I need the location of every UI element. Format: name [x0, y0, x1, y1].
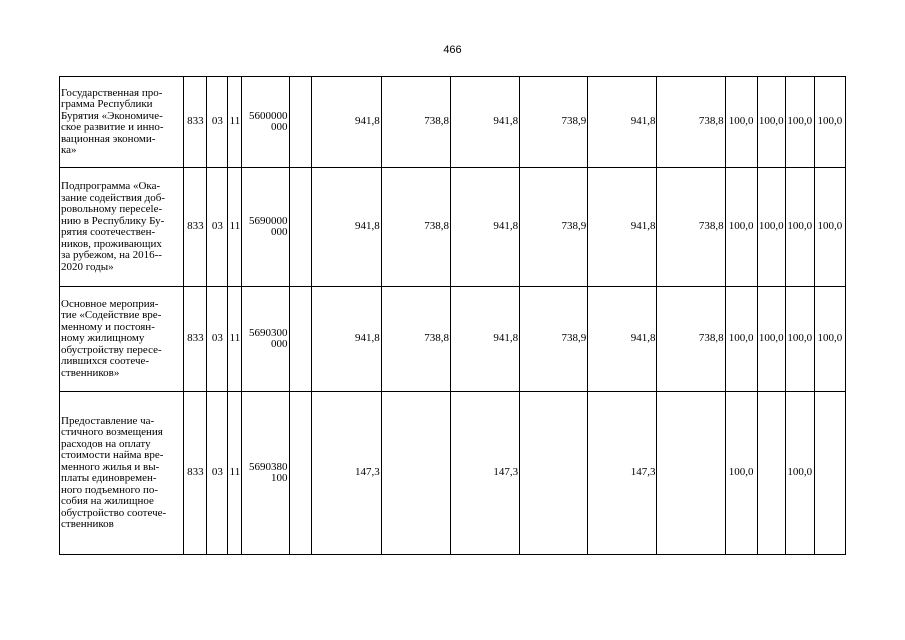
row-name-line: зание содействия доб-	[61, 191, 166, 204]
percent-cell: 100,0	[814, 77, 845, 168]
percent-cell: 100,0	[785, 287, 814, 392]
expense-type-cell	[289, 168, 311, 287]
page-number: 466	[443, 44, 462, 56]
amount-cell: 738,8	[657, 77, 725, 168]
row-name-line: менного жилья и вы-	[61, 460, 160, 473]
row-name-line: тие «Содействие вре-	[61, 309, 162, 322]
amount-cell: 941,8	[311, 168, 381, 287]
amount-cell: 738,9	[520, 168, 588, 287]
row-name-line: Подпрограмма «Ока-	[61, 180, 161, 192]
row-name-line: ному жилищному	[61, 332, 145, 345]
row-name-cell	[60, 168, 184, 287]
percent-cell	[814, 392, 845, 555]
grbs-cell: 833	[184, 77, 207, 168]
amount-cell: 738,8	[381, 77, 450, 168]
table-row	[60, 77, 846, 168]
percent-cell: 100,0	[725, 287, 757, 392]
row-name-line: Предоставление ча-	[61, 414, 155, 427]
section-cell: 03	[207, 392, 228, 555]
target-article-line: 000	[271, 121, 288, 133]
subsection-cell: 11	[228, 77, 242, 168]
row-name-line: ка»	[61, 144, 77, 156]
section-cell: 03	[207, 77, 228, 168]
row-name-line: ников, проживающих	[61, 237, 162, 250]
section-cell: 03	[207, 168, 228, 287]
amount-cell: 738,8	[381, 168, 450, 287]
grbs-cell: 833	[184, 392, 207, 555]
section-cell: 03	[207, 287, 228, 392]
table-row	[60, 287, 846, 392]
row-name-line: платы единовремен-	[61, 472, 157, 484]
expense-type-cell	[289, 287, 311, 392]
amount-cell: 941,8	[311, 287, 381, 392]
percent-cell: 100,0	[725, 77, 757, 168]
row-name-line: менному и постоян-	[61, 320, 155, 333]
amount-cell: 738,9	[520, 77, 588, 168]
row-name-line: ного подъемного по-	[61, 483, 158, 496]
row-name-line: 2020 годы»	[61, 260, 114, 273]
target-article-line: 5690380	[249, 460, 288, 473]
target-article-line: 000	[271, 338, 288, 350]
row-name-cell	[60, 392, 184, 555]
budget-table	[59, 76, 846, 555]
target-article-line: 100	[271, 472, 288, 484]
target-article-line: 5690000	[249, 214, 288, 227]
row-name-line: расходов на оплату	[61, 437, 151, 450]
percent-cell	[757, 392, 785, 555]
percent-cell: 100,0	[814, 287, 845, 392]
percent-cell: 100,0	[757, 77, 785, 168]
row-name-line: ственников»	[61, 366, 120, 379]
row-name-line: обустройство соотече-	[61, 506, 167, 519]
target-article-line: 000	[271, 226, 288, 238]
grbs-cell: 833	[184, 168, 207, 287]
row-name-line: Бурятия «Экономиче-	[61, 109, 163, 122]
row-name-line: нию в Республику Бу-	[61, 214, 165, 227]
amount-cell: 147,3	[311, 392, 381, 555]
percent-cell: 100,0	[814, 168, 845, 287]
row-name-cell	[60, 287, 184, 392]
amount-cell	[520, 392, 588, 555]
grbs-cell: 833	[184, 287, 207, 392]
percent-cell: 100,0	[757, 287, 785, 392]
amount-cell	[381, 392, 450, 555]
percent-cell: 100,0	[757, 168, 785, 287]
row-name-cell	[60, 77, 184, 168]
target-article-line: 5690300	[249, 326, 288, 339]
row-name-line: собия на жилищное	[61, 495, 154, 507]
amount-cell: 738,8	[381, 287, 450, 392]
percent-cell: 100,0	[785, 392, 814, 555]
subsection-cell: 11	[228, 287, 242, 392]
row-name-line: обустройству пересе-	[61, 343, 162, 356]
table-row	[60, 168, 846, 287]
percent-cell: 100,0	[785, 77, 814, 168]
amount-cell: 941,8	[588, 77, 657, 168]
row-name-line: стичного возмещения	[61, 426, 163, 438]
row-name-line: ское развитие и инно-	[61, 121, 164, 133]
row-name-line: лившихся соотече-	[61, 355, 150, 368]
amount-cell: 147,3	[588, 392, 657, 555]
target-article-cell	[242, 168, 289, 287]
expense-type-cell	[289, 392, 311, 555]
row-name-line: рятия соотечествен-	[61, 226, 156, 238]
percent-cell: 100,0	[725, 392, 757, 555]
row-name-line: ровольному пересele-	[61, 203, 163, 215]
amount-cell: 738,8	[657, 287, 725, 392]
row-name-line: Основное мероприя-	[61, 297, 159, 310]
row-name-line: вационная экономи-	[61, 132, 156, 145]
amount-cell	[657, 392, 725, 555]
amount-cell: 941,8	[311, 77, 381, 168]
amount-cell: 941,8	[588, 287, 657, 392]
target-article-line: 5600000	[249, 109, 288, 122]
row-name-line: ственников	[61, 518, 114, 530]
amount-cell: 941,8	[450, 77, 519, 168]
amount-cell: 147,3	[450, 392, 519, 555]
amount-cell: 738,8	[657, 168, 725, 287]
expense-type-cell	[289, 77, 311, 168]
target-article-cell	[242, 287, 289, 392]
subsection-cell: 11	[228, 392, 242, 555]
row-name-line: грамма Республики	[61, 98, 153, 110]
amount-cell: 738,9	[520, 287, 588, 392]
target-article-cell	[242, 77, 289, 168]
table-row	[60, 392, 846, 555]
row-name-line: за рубежом, на 2016--	[61, 249, 162, 261]
amount-cell: 941,8	[588, 168, 657, 287]
target-article-cell	[242, 392, 289, 555]
percent-cell: 100,0	[785, 168, 814, 287]
row-name-line: Государственная про-	[61, 86, 163, 99]
amount-cell: 941,8	[450, 287, 519, 392]
percent-cell: 100,0	[725, 168, 757, 287]
amount-cell: 941,8	[450, 168, 519, 287]
subsection-cell: 11	[228, 168, 242, 287]
row-name-line: стоимости найма вре-	[61, 449, 164, 461]
